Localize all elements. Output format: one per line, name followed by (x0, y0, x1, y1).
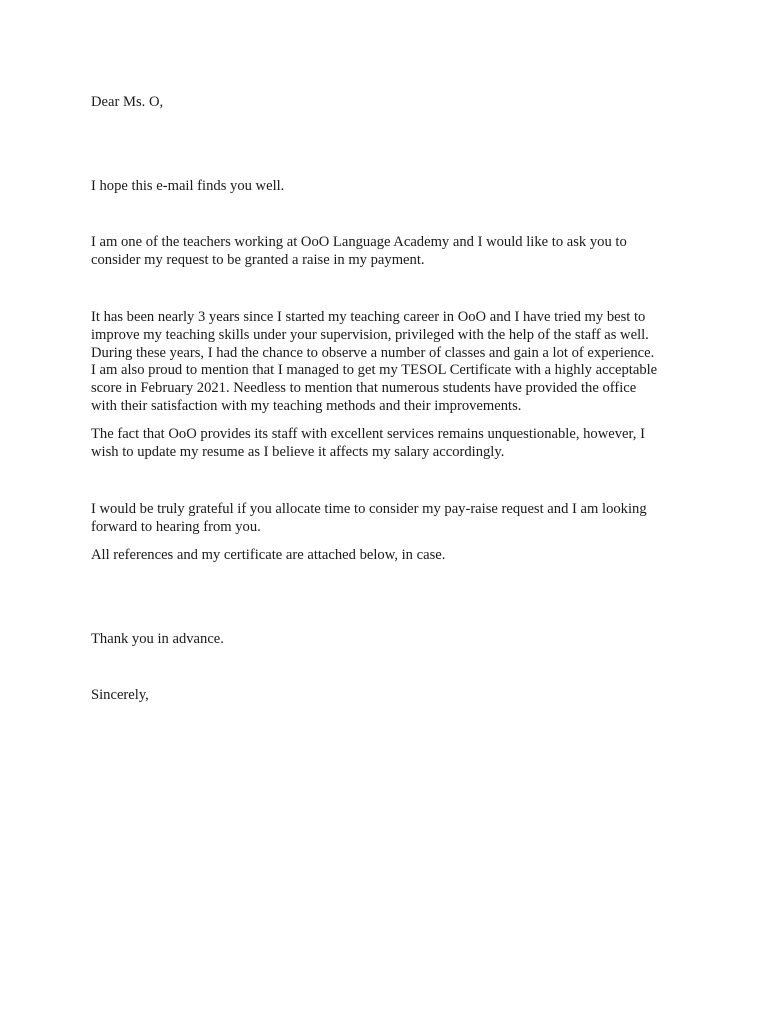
greeting (91, 94, 691, 112)
experience-line: with their satisfaction with my teaching methods and their improvements. (91, 397, 522, 414)
opening-text: I hope this e-mail finds you well. (91, 178, 285, 194)
closing-text: Sincerely, (91, 687, 149, 703)
services-line: The fact that OoO provides its staff with excellent services remains unquestionable, however, I (91, 426, 645, 442)
request-line: consider my request to be granted a raise in my payment. (91, 251, 425, 268)
references-text: All references and my certificate are attached below, in case. (91, 547, 446, 563)
greeting-text: Dear Ms. O, (91, 94, 164, 110)
experience-line: score in February 2021. Needless to mention that numerous students have provided the office (91, 380, 637, 397)
grateful-line: forward to hearing from you. (91, 518, 261, 535)
request-paragraph (91, 234, 691, 270)
experience-line: It has been nearly 3 years since I started my teaching career in OoO and I have tried my best to (91, 309, 646, 325)
experience-line: During these years, I had the chance to observe a number of classes and gain a lot of experience. (91, 344, 655, 361)
thanks-paragraph (91, 631, 691, 649)
request-line: I am one of the teachers working at OoO Language Academy and I would like to ask you to (91, 234, 627, 250)
experience-line: I am also proud to mention that I managed to get my TESOL Certificate with a highly acceptable (91, 362, 658, 379)
grateful-paragraph (91, 501, 691, 537)
experience-line: improve my teaching skills under your supervision, privileged with the help of the staff as well. (91, 326, 649, 343)
experience-paragraph (91, 309, 691, 416)
services-line: wish to update my resume as I believe it affects my salary accordingly. (91, 443, 505, 460)
thanks-text: Thank you in advance. (91, 631, 224, 647)
references-paragraph (91, 547, 691, 565)
opening-paragraph (91, 178, 691, 196)
services-paragraph (91, 426, 691, 462)
grateful-line: I would be truly grateful if you allocate time to consider my pay-raise request and I am looking (91, 501, 647, 517)
closing (91, 687, 691, 705)
